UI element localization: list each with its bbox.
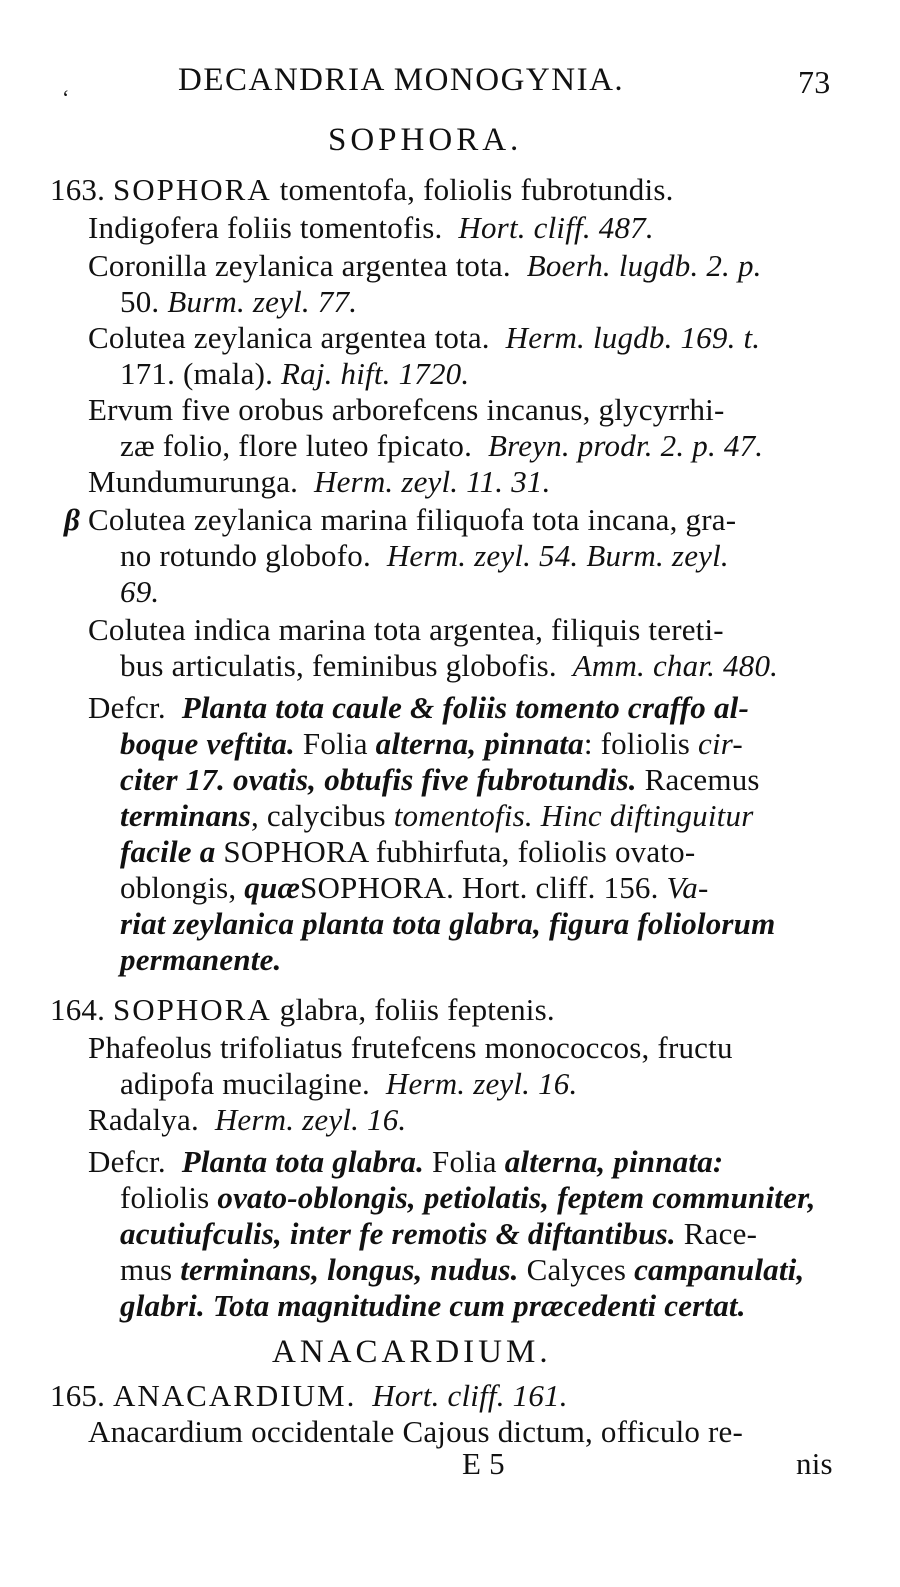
synonym-continuation: 69. [120,574,160,609]
synonym-text: bus articulatis, feminibus globofis. [120,648,557,683]
genus-name: SOPHORA [113,172,272,207]
synonym-reference: Boerh. lugdb. 2. p. [526,248,762,283]
synonym-text: no rotundo globofo. [120,538,371,573]
synonym-continuation [120,538,729,574]
description-text: Calyces [518,1252,635,1287]
description-line [120,1180,816,1216]
beta-variety-marker: β [64,502,81,537]
description-text: citer 17. ovatis, obtufis five fubrotundis. [120,762,637,797]
description-line: glabri. Tota magnitudine cum præcedenti certat. [120,1288,746,1323]
description-line [120,870,708,906]
synonym-reference: Breyn. prodr. 2. p. 47. [487,428,764,463]
description-text: : foliolis [583,726,698,761]
description-text: , calycibus [251,798,394,833]
description-label: Defcr. [88,1144,166,1179]
description-line [120,834,695,870]
synonym-text: Colutea zeylanica argentea tota. [88,320,490,355]
entry-title-line [50,172,674,208]
description-line [120,762,760,798]
description-line: permanente. [120,942,282,977]
description-text: Va- [658,870,709,905]
synonym-reference: Herm. zeyl. 16. [214,1102,407,1137]
entry-reference: Hort. cliff. 161. [372,1378,568,1413]
synonym-page: 171. (mala). [120,356,281,391]
synonym-line [88,464,551,500]
description-text: oblongis, [120,870,245,905]
description-text: Hinc diftinguitur [532,798,754,833]
description-text: mus [120,1252,181,1287]
description-line: riat zeylanica planta tota glabra, figura foliolorum [120,906,776,941]
description-text: campanulati, [634,1252,805,1287]
synonym-text: adipofa mucilagine. [120,1066,370,1101]
synonym-reference: Herm. lugdb. 169. t. [505,320,761,355]
description-text: foliolis [120,1180,218,1215]
synonym-text: Coronilla zeylanica argentea tota. [88,248,511,283]
synonym-line: Ervum five orobus arborefcens incanus, glycyrrhi- [88,392,725,427]
synonym-text: Colutea zeylanica marina filiquofa tota incana, gra- [88,502,737,537]
description-text: tomentofis. [393,798,533,833]
entry-number: 163. [50,172,106,207]
description-line [120,726,743,762]
genus-name: SOPHORA [113,992,272,1027]
running-header-title: DECANDRIA MONOGYNIA. [178,62,625,98]
description-text: alterna, pinnata: [504,1144,724,1179]
description-text: SOPHORA fubhirfuta, foliolis ovato- [215,834,696,869]
description-text: Folia [424,1144,505,1179]
description-line [88,1144,723,1180]
signature-mark: E 5 [462,1446,505,1481]
synonym-line [88,320,760,356]
description-line [120,1216,757,1252]
synonym-text: Radalya. [88,1102,199,1137]
synonym-reference: Hort. cliff. 487. [458,210,654,245]
synonym-continuation [120,284,357,320]
synonym-continuation [120,1066,577,1102]
entry-number: 164. [50,992,106,1027]
synonym-continuation [120,428,763,464]
synonym-line [88,1102,406,1138]
description-text: facile a [120,834,216,869]
entry-title-line [50,992,555,1028]
description-line [120,1252,804,1288]
synonym-text: Indigofera foliis tomentofis. [88,210,443,245]
synonym-text: zæ folio, flore luteo fpicato. [120,428,473,463]
description-text: quæ [244,870,301,905]
synonym-reference: Raj. hift. 1720. [281,356,470,391]
page-number: 73 [798,64,831,100]
synonym-reference: Herm. zeyl. 54. Burm. zeyl. [386,538,729,573]
synonym-line [88,210,654,246]
synonym-reference: Amm. char. 480. [572,648,779,683]
description-text: Planta tota caule & foliis tomento craffo al- [181,690,749,725]
synonym-continuation [120,356,469,392]
synonym-text: Mundumurunga. [88,464,299,499]
description-line [88,690,749,726]
header-tick-mark: ʻ [62,85,70,110]
genus-name: ANACARDIUM. [113,1378,357,1413]
synonym-continuation [120,648,778,684]
description-text: alterna, pinnata [375,726,584,761]
synonym-reference: Herm. zeyl. 11. 31. [314,464,551,499]
description-text: terminans [120,798,252,833]
diagnosis: tomentofa, foliolis fubrotundis. [271,172,674,207]
description-text: Folia [294,726,376,761]
synonym-page: 50. [120,284,168,319]
synonym-reference: Herm. zeyl. 16. [385,1066,578,1101]
synonym-line: Anacardium occidentale Cajous dictum, officulo re- [88,1414,744,1449]
description-line [120,798,753,834]
entry-number: 165. [50,1378,106,1413]
description-text: boque veftita. [120,726,295,761]
synonym-line: Colutea indica marina tota argentea, filiquis tereti- [88,612,724,647]
description-text: Racemus [636,762,760,797]
description-text: terminans, longus, nudus. [180,1252,519,1287]
description-text: SOPHORA. Hort. cliff. 156. [300,870,659,905]
description-text: Planta tota glabra. [181,1144,425,1179]
variety-line [64,502,736,538]
entry-title-line [50,1378,568,1414]
description-text: cir- [697,726,743,761]
genus-heading-sophora: SOPHORA. [328,122,523,158]
synonym-reference: Burm. zeyl. 77. [167,284,358,319]
synonym-line [88,248,762,284]
description-text: acutiufculis, inter fe remotis & diftantibus. [120,1216,676,1251]
diagnosis: glabra, foliis feptenis. [271,992,555,1027]
synonym-line: Phafeolus trifoliatus frutefcens monococcos, fructu [88,1030,733,1065]
catchword: nis [796,1446,833,1481]
genus-heading-anacardium: ANACARDIUM. [272,1334,552,1370]
description-text: Race- [675,1216,758,1251]
description-text: ovato-oblongis, petiolatis, feptem communiter, [217,1180,816,1215]
description-label: Defcr. [88,690,166,725]
